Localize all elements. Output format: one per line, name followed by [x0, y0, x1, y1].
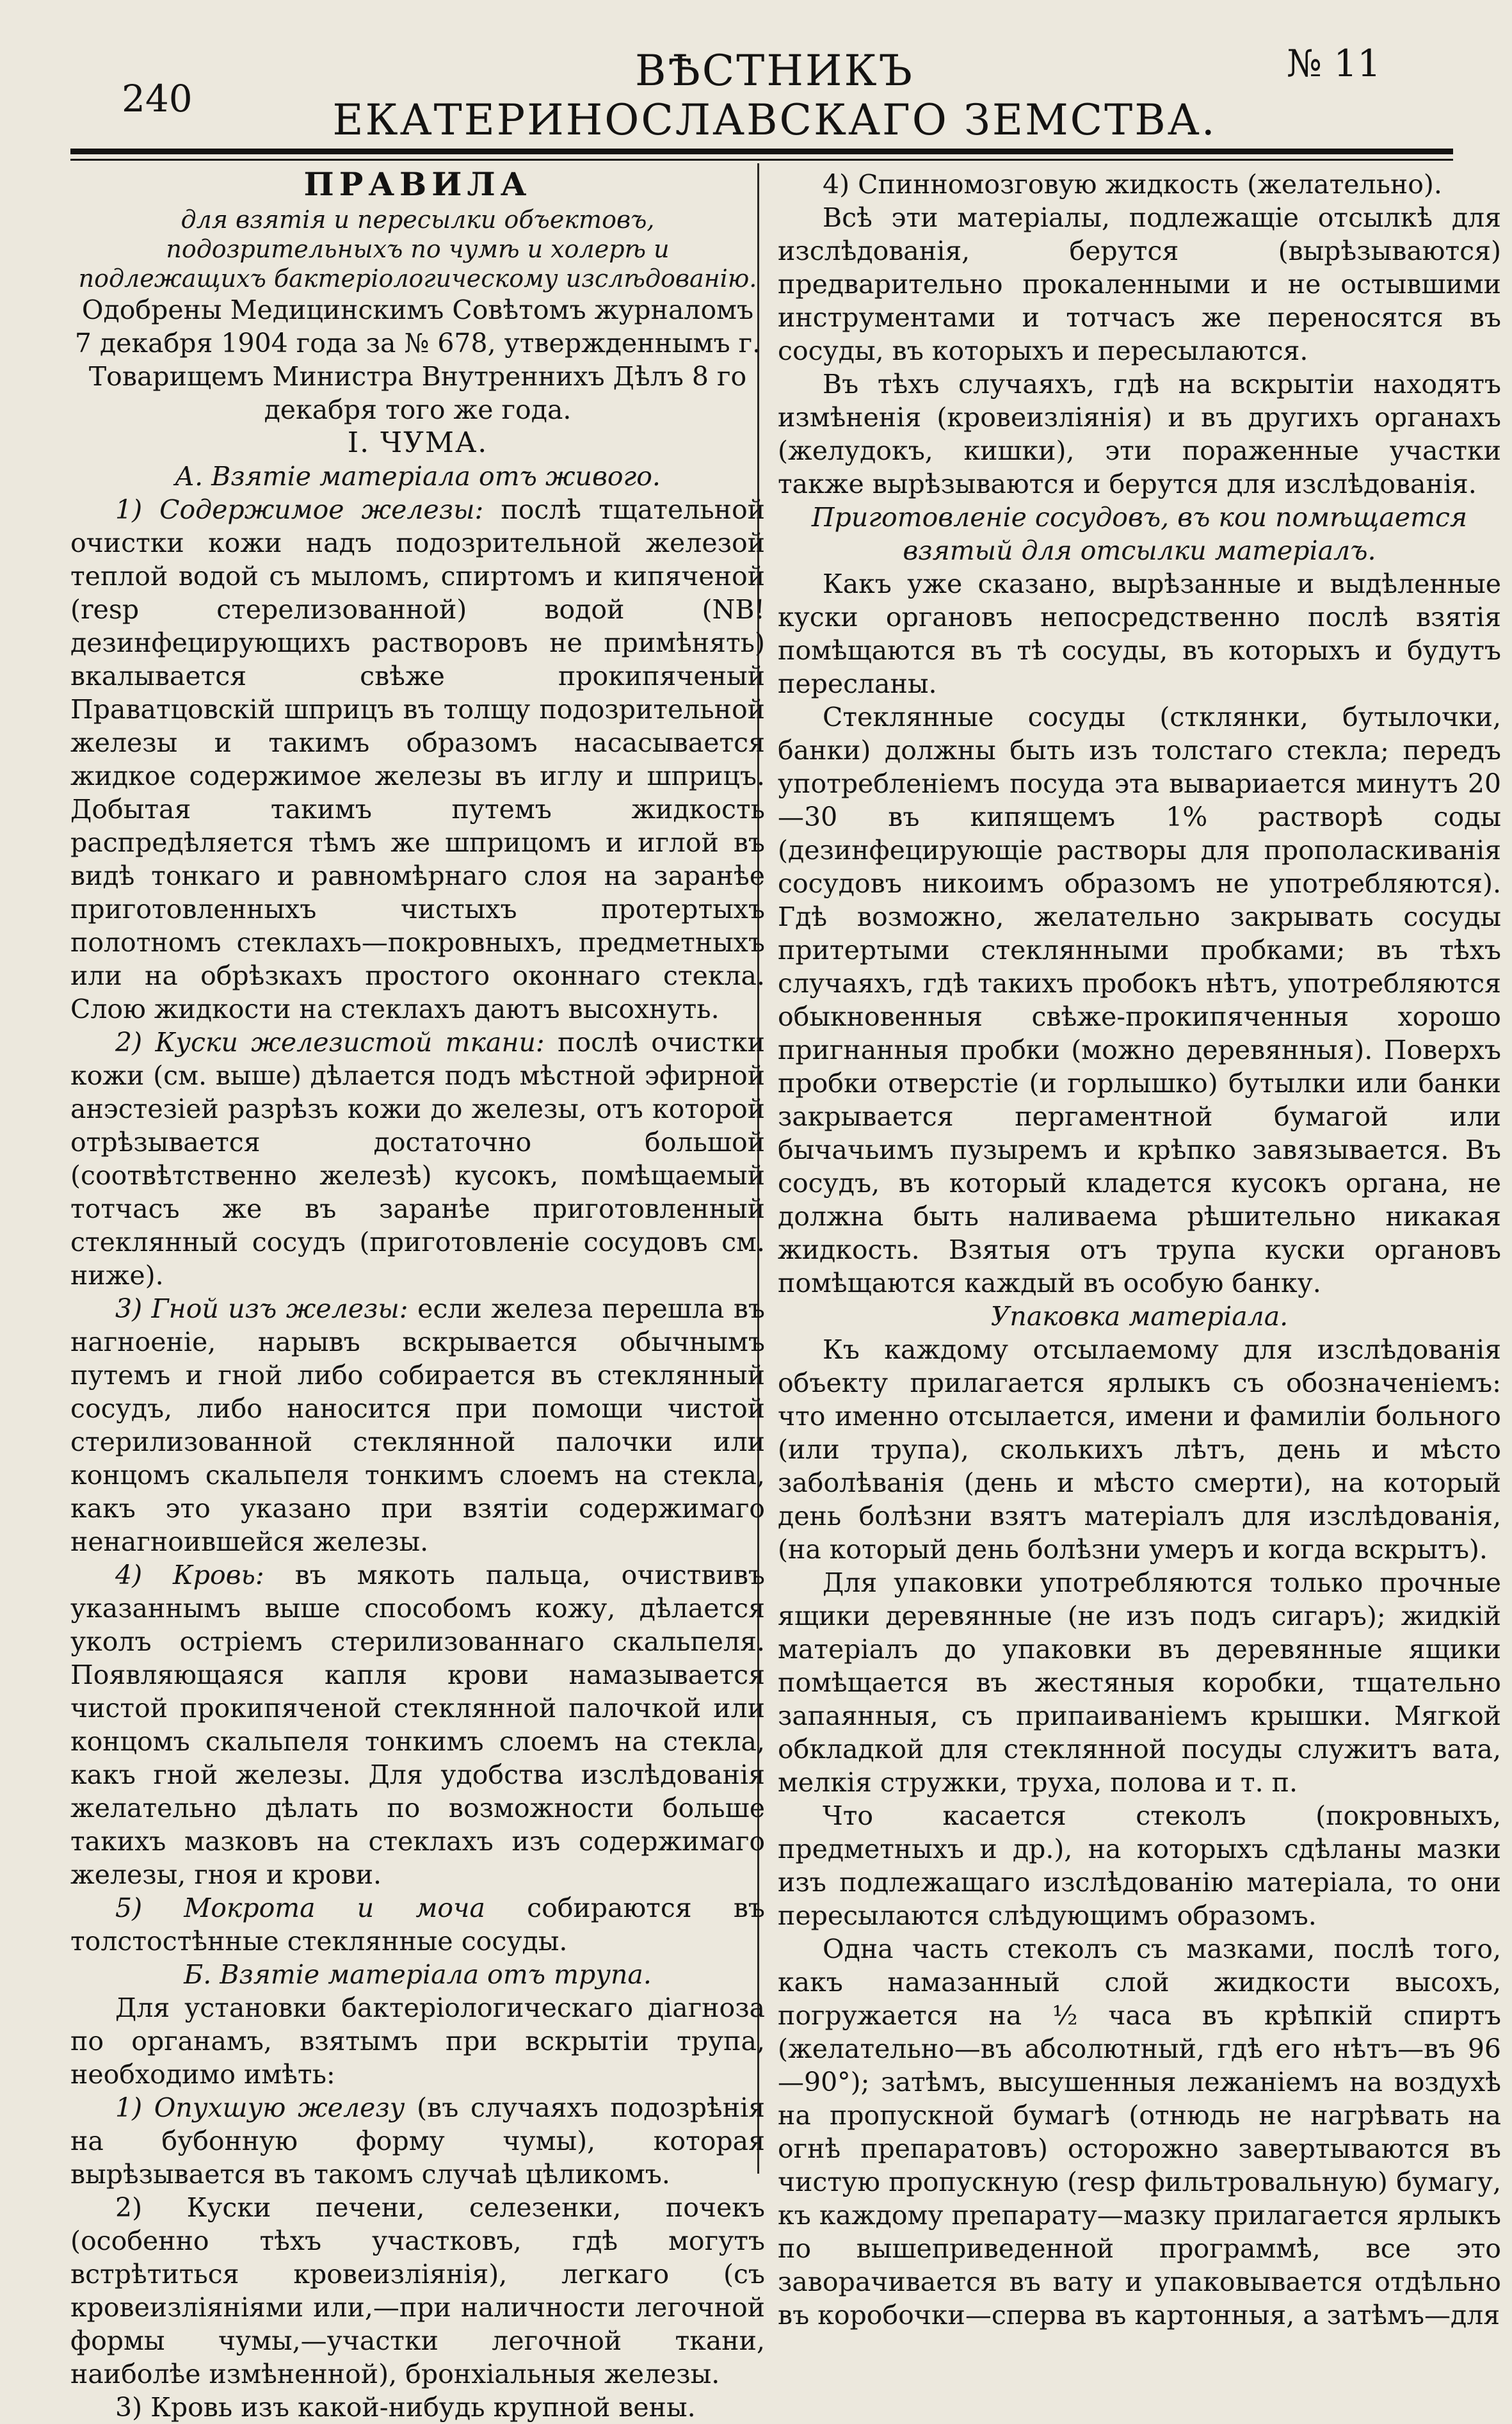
subsection-title-living: А. Взятіе матеріала отъ живого.: [175, 461, 661, 492]
paragraph-vein-blood: 3) Кровь изъ какой-нибудь крупной вены.: [115, 2392, 696, 2423]
paragraph-swollen-gland: [70, 2091, 765, 2191]
paragraph-glasses: Что касается стеколъ (покровныхъ, предметныхъ и др.), на которыхъ сдѣланы мазки изъ подлежащаго изслѣдованію матеріала, то они пересылаются слѣдующимъ образомъ.: [778, 1800, 1501, 1931]
paragraph-label: 1) Содержимое железы:: [115, 494, 484, 525]
paragraph-vessels-intro: Какъ уже сказано, вырѣзанные и выдѣленные куски органовъ непосредственно послѣ взятія помѣщаются въ тѣ сосуды, въ которыхъ и будутъ пересланы.: [778, 569, 1501, 699]
paragraph-text: если железа перешла въ нагноеніе, нарывъ вскрывается обычнымъ путемъ и гной либо собирается въ стеклянный сосудъ, либо наносится при помощи чистой стерилизованной стеклянной палочки или концомъ скальпеля тонкимъ слоемъ на стекла, какъ это указано при взятіи содержимаго ненагноившейся железы.: [70, 1293, 766, 1557]
paragraph-pus: [70, 1292, 765, 1558]
paragraph-instruments: Всѣ эти матеріалы, подлежащіе отсылкѣ для изслѣдованія, берутся (вырѣзываются) предварительно прокаленными и не остывшими инструментами и тотчасъ же переносятся въ сосуды, въ которыхъ и пересылаются.: [778, 202, 1501, 366]
paragraph-text: послѣ очистки кожи (см. выше) дѣлается подъ мѣстной эфирной анэстезіей разрѣзъ кожи до железы, отъ которой отрѣзывается достаточно большой (соотвѣтственно железѣ) кусокъ, помѣщаемый тотчасъ же въ заранѣе приготовленный стеклянный сосудъ (приготовленіе сосудовъ см. ниже).: [70, 1027, 765, 1291]
subsection-title-packing: Упаковка матеріала.: [990, 1301, 1289, 1332]
approval-note: Одобрены Медицинскимъ Совѣтомъ журналомъ 7 декабря 1904 года за № 678, утвержденнымъ г. Товарищемъ Министра Внутреннихъ Дѣлъ 8 го декабря того же года.: [74, 295, 761, 425]
paragraph-spinal-fluid: 4) Спинномозговую жидкость (желательно).: [823, 169, 1442, 200]
paragraph-label: 4) Кровь:: [115, 1560, 264, 1590]
subsection-title-corpse: Б. Взятіе матеріала отъ трупа.: [184, 1959, 652, 1990]
paragraph-label-tag: Къ каждому отсылаемому для изслѣдованія объекту прилагается ярлыкъ съ обозначеніемъ: что именно отсылается, имени и фамиліи больного (или трупа), сколькихъ лѣтъ, день и мѣсто заболѣванія (день и мѣсто смерти), на который день болѣзни взятъ матеріалъ для изслѣдованія, (на который день болѣзни умеръ и когда вскрытъ).: [778, 1334, 1501, 1565]
paragraph-text: (въ случаяхъ подозрѣнія на бубонную форму чумы), которая вырѣзывается въ такомъ случаѣ цѣликомъ.: [70, 2092, 766, 2190]
header-rule-thin: [70, 159, 1453, 161]
paragraph-other-organs: Въ тѣхъ случаяхъ, гдѣ на вскрытіи находятъ измѣненія (кровеизліянія) и въ другихъ органахъ (желудокъ, кишки), эти пораженные участки также вырѣзываются и берутся для изслѣдованія.: [778, 369, 1501, 499]
paragraph-glass-vessels: Стеклянные сосуды (стклянки, бутылочки, банки) должны быть изъ толстаго стекла; передъ употребленіемъ посуда эта вывариается минутъ 20—30 въ кипящемъ 1% растворѣ соды (дезинфецирующіе растворы для прополаскиванія сосудовъ никоимъ образомъ не употребляются). Гдѣ возможно, желательно закрывать сосуды притертыми стеклянными пробками; въ тѣхъ случаяхъ, гдѣ такихъ пробокъ нѣтъ, употребляются обыкновенныя свѣже-прокипяченныя хорошо пригнанныя пробки (можно деревянныя). Поверхъ пробки отверстіе (и горлышко) бутылки или банки закрывается пергаментной бумагой или бычачьимъ пузыремъ и крѣпко завязывается. Въ сосудъ, въ который кладется кусокъ органа, не должна быть наливаема рѣшительно никакая жидкость. Взятыя отъ трупа куски органовъ помѣщаются каждый въ особую банку.: [778, 702, 1501, 1298]
paragraph-gland-contents: [70, 493, 765, 1026]
paragraph-text: въ мякоть пальца, очиствивъ указаннымъ выше способомъ кожу, дѣлается уколъ остріемъ стерилизованнаго скальпеля. Появляющаяся капля крови намазывается чистой прокипяченой стеклянной палочкой или концомъ скальпеля тонкимъ слоемъ на стекла, какъ гной железы. Для удобства изслѣдованія желательно дѣлать по возможности больше такихъ мазковъ на стеклахъ изъ содержимаго железы, гноя и крови.: [70, 1560, 765, 1890]
journal-title: ВѢСТНИКЪ ЕКАТЕРИНОСЛАВСКАГО ЗЕМСТВА.: [332, 46, 1217, 145]
right-column: [778, 168, 1501, 2331]
paragraph-label: 2) Куски железистой ткани:: [115, 1027, 545, 1058]
left-column: [70, 165, 766, 2423]
issue-number: № 11: [1287, 42, 1381, 85]
document-subheading: для взятія и пересылки объектовъ, подозрительныхъ по чумѣ и холерѣ и подлежащихъ бактеріологическому изслѣдованію.: [78, 206, 757, 293]
paragraph-corpse-intro: Для установки бактеріологическаго діагноза по органамъ, взятымъ при вскрытіи трупа, необходимо имѣть:: [70, 1992, 765, 2090]
paragraph-sputum: [70, 1891, 765, 1958]
section-title-plague: I. ЧУМА.: [347, 426, 488, 459]
paragraph-text: послѣ тщательной очистки кожи надъ подозрительной железой теплой водой съ мыломъ, спиртомъ и кипяченой (resp стерелизованной) водой (NB! дезинфецирующихъ растворовъ не примѣнять) вкалывается свѣже прокипяченый Праватцовскій шприцъ въ толщу подозрительной железы и такимъ образомъ насасывается жидкое содержимое железы въ иглу и шприцъ. Добытая такимъ путемъ жидкость распредѣляется тѣмъ же шприцомъ и иглой въ видѣ тонкаго и равномѣрнаго слоя на заранѣе приготовленныхъ чистыхъ протертыхъ полотномъ стеклахъ—покровныхъ, предметныхъ или на обрѣзкахъ простого оконнаго стекла. Слою жидкости на стеклахъ даютъ высохнуть.: [70, 494, 765, 1024]
document-heading: ПРАВИЛА: [303, 165, 532, 203]
paragraph-label: 1) Опухшую железу: [115, 2092, 405, 2123]
paragraph-organs: 2) Куски печени, селезенки, почекъ (особенно тѣхъ участковъ, гдѣ могутъ встрѣтиться кровеизліянія), легкаго (съ кровеизліяніями или,—при наличности легочной формы чумы,—участки легочной ткани, наиболѣе измѣненной), бронхіальныя железы.: [70, 2192, 765, 2389]
page-number: 240: [122, 77, 193, 120]
paragraph-boxes: Для упаковки употребляются только прочные ящики деревянные (не изъ подъ сигаръ); жидкій матеріалъ до упаковки въ деревянные ящики помѣщается въ жестяныя коробки, тщательно запаянныя, съ припаиваніемъ крышки. Мягкой обкладкой для стеклянной посуды служитъ вата, мелкія стружки, труха, полова и т. п.: [778, 1567, 1501, 1798]
paragraph-label: 5) Мокрота и моча: [115, 1893, 485, 1923]
page-header: [0, 0, 1512, 145]
header-rule-thick: [70, 149, 1453, 154]
subsection-title-vessels: Приготовленіе сосудовъ, въ кои помѣщается взятый для отсылки матеріалъ.: [811, 502, 1468, 566]
paragraph-blood: [70, 1558, 765, 1891]
paragraph-gland-tissue: [70, 1026, 765, 1292]
paragraph-text: собираются въ толстостѣнные стеклянные сосуды.: [70, 1893, 765, 1957]
paragraph-label: 3) Гной изъ железы:: [115, 1293, 408, 1324]
paragraph-smears: Одна часть стеколъ съ мазками, послѣ того, какъ намазанный слой жидкости высохъ, погружается на ½ часа въ крѣпкій спиртъ (желательно—въ абсолютный, гдѣ его нѣтъ—въ 96—90°); затѣмъ, высушенныя лежаніемъ на воздухѣ на пропускной бумагѣ (отнюдь не нагрѣвать на огнѣ препаратовъ) осторожно завертываются въ чистую пропускную (resp фильтровальную) бумагу, къ каждому препарату—мазку прилагается ярлыкъ по вышеприведенной программѣ, все это заворачивается въ вату и упаковывается отдѣльно въ коробочки—сперва въ картонныя, а затѣмъ—для: [778, 1934, 1501, 2331]
